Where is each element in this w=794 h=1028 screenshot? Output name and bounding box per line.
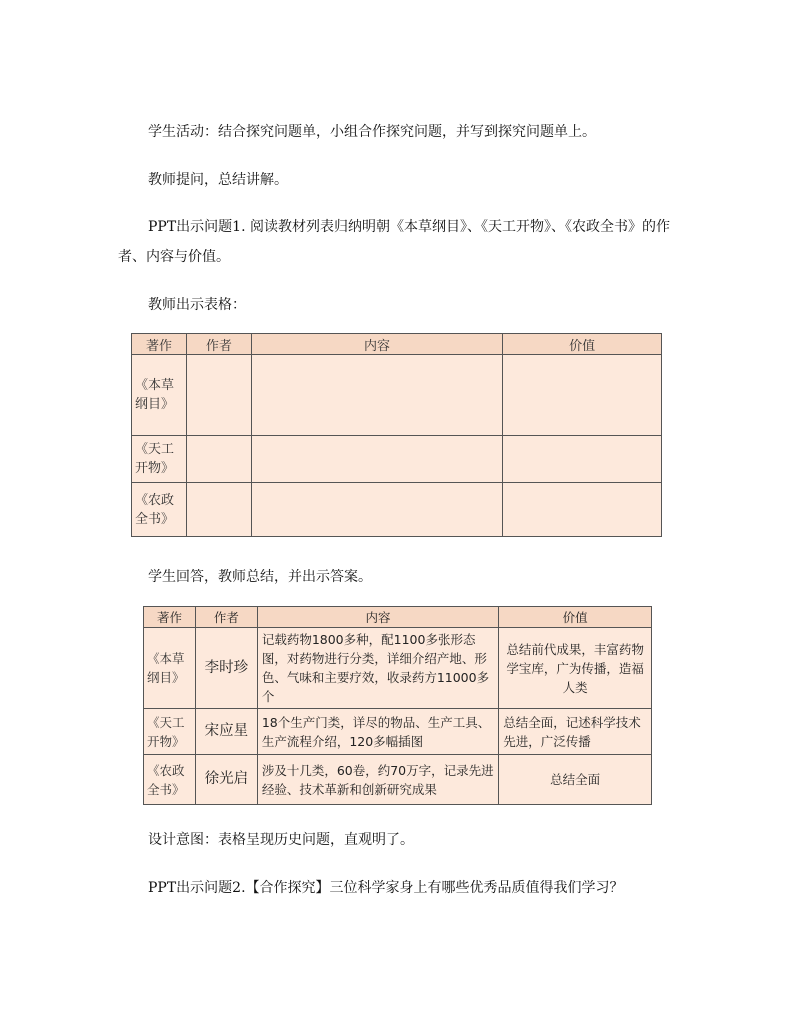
cell-author: 徐光启 xyxy=(195,755,257,805)
table-row xyxy=(132,355,662,436)
paragraph-question-1: PPT出示问题1. 阅读教材列表归纳明朝《本草纲目》、《天工开物》、《农政全书》的作者、内容与价值。 xyxy=(118,219,670,265)
cell-content xyxy=(251,355,502,436)
paragraph-design-intent: 设计意图：表格呈现历史问题，直观明了。 xyxy=(148,832,414,848)
cell-content xyxy=(251,436,502,483)
table-row xyxy=(132,483,662,537)
table-header-row xyxy=(132,334,662,355)
paragraph-teacher-question: 教师提问，总结讲解。 xyxy=(148,172,288,188)
cell-content xyxy=(251,483,502,537)
cell-value: 总结全面，记述科学技术先进，广泛传播 xyxy=(499,709,652,755)
cell-work: 《天工开物》 xyxy=(144,709,196,755)
cell-value xyxy=(503,355,662,436)
header-content: 内容 xyxy=(251,334,502,355)
cell-author xyxy=(186,355,251,436)
header-value: 价值 xyxy=(499,607,652,628)
table-row xyxy=(144,755,652,805)
paragraph-question-2: PPT出示问题2.【合作探究】三位科学家身上有哪些优秀品质值得我们学习？ xyxy=(148,880,624,896)
cell-value: 总结全面 xyxy=(499,755,652,805)
blank-table xyxy=(131,333,662,537)
header-value: 价值 xyxy=(503,334,662,355)
cell-author: 宋应星 xyxy=(195,709,257,755)
cell-content: 记载药物1800多种，配1100多张形态图，对药物进行分类，详细介绍产地、形色、气味和主要疗效，收录药方11000多个 xyxy=(257,628,498,709)
cell-content: 18个生产门类，详尽的物品、生产工具、生产流程介绍，120多幅插图 xyxy=(257,709,498,755)
cell-author: 李时珍 xyxy=(195,628,257,709)
cell-work: 《本草纲目》 xyxy=(144,628,196,709)
table-header-row xyxy=(144,607,652,628)
answer-table xyxy=(143,606,652,805)
paragraph-student-activity: 学生活动：结合探究问题单，小组合作探究问题，并写到探究问题单上。 xyxy=(148,124,596,140)
cell-value xyxy=(503,436,662,483)
table-row xyxy=(144,628,652,709)
header-work: 著作 xyxy=(144,607,196,628)
cell-work: 《本草纲目》 xyxy=(132,355,187,436)
cell-value: 总结前代成果，丰富药物学宝库，广为传播，造福人类 xyxy=(499,628,652,709)
cell-work: 《农政全书》 xyxy=(144,755,196,805)
cell-author xyxy=(186,436,251,483)
header-author: 作者 xyxy=(195,607,257,628)
paragraph-show-table: 教师出示表格： xyxy=(148,297,246,313)
table-row xyxy=(144,709,652,755)
table-row xyxy=(132,436,662,483)
header-author: 作者 xyxy=(186,334,251,355)
cell-content: 涉及十几类，60卷，约70万字，记录先进经验、技术革新和创新研究成果 xyxy=(257,755,498,805)
cell-author xyxy=(186,483,251,537)
header-work: 著作 xyxy=(132,334,187,355)
paragraph-student-answer: 学生回答，教师总结，并出示答案。 xyxy=(148,569,372,585)
cell-work: 《天工开物》 xyxy=(132,436,187,483)
cell-value xyxy=(503,483,662,537)
cell-work: 《农政全书》 xyxy=(132,483,187,537)
header-content: 内容 xyxy=(257,607,498,628)
